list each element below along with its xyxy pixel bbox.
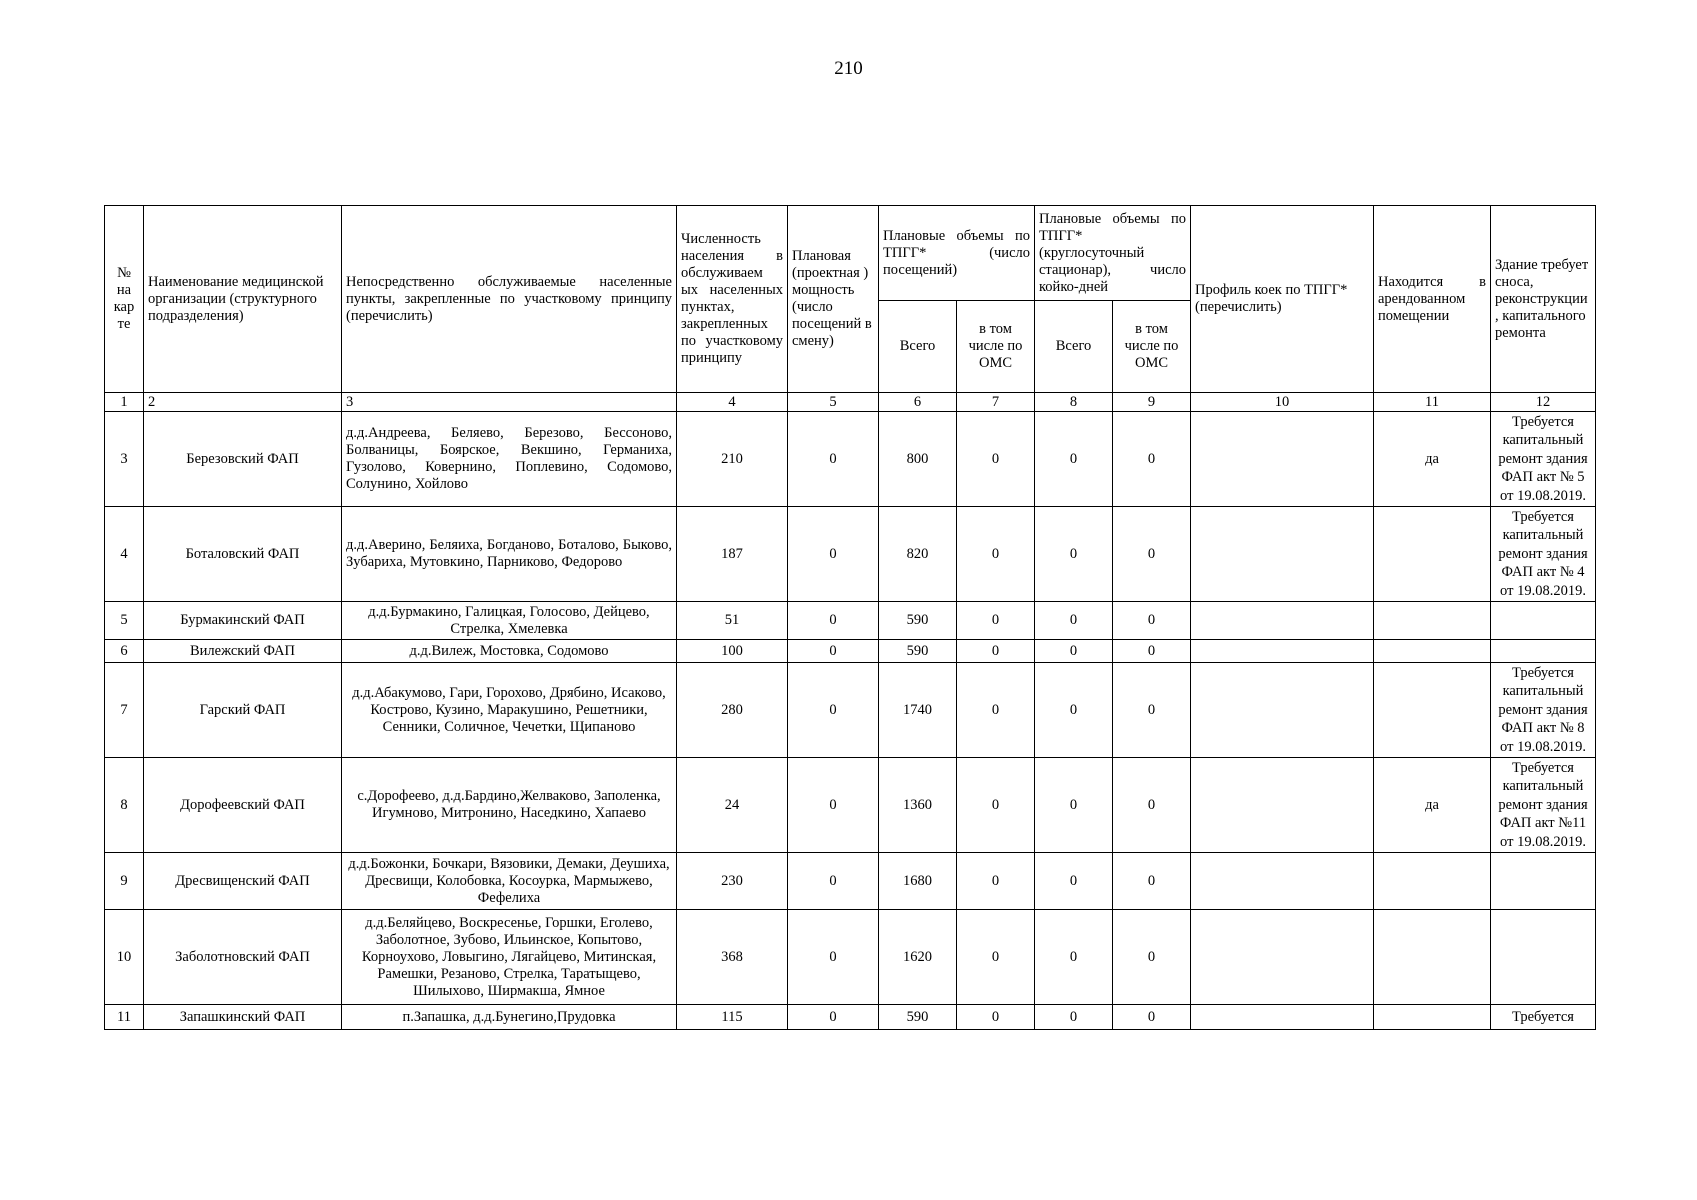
cell-visits-oms: 0 (957, 412, 1035, 507)
cell-capacity: 0 (788, 412, 879, 507)
cell-bed-profile (1191, 910, 1374, 1005)
cell-org-name: Запашкинский ФАП (144, 1005, 342, 1030)
cell-population: 368 (677, 910, 788, 1005)
table-row (105, 602, 1596, 640)
cell-bed-profile (1191, 853, 1374, 910)
cell-capacity: 0 (788, 853, 879, 910)
cell-beds-total: 0 (1035, 1005, 1113, 1030)
cell-beds-total: 0 (1035, 910, 1113, 1005)
cell-settlements: д.д.Аверино, Беляиха, Богданово, Боталово, Быково, Зубариха, Мутовкино, Парниково, Федорово (342, 507, 677, 602)
cell-settlements: с.Дорофеево, д.д.Бардино,Желваково, Заполенка, Игумново, Митронино, Наседкино, Хапаево (342, 758, 677, 853)
column-number: 5 (788, 393, 879, 412)
header-beds-total: Всего (1035, 301, 1113, 393)
cell-num: 5 (105, 602, 144, 640)
cell-rented (1374, 602, 1491, 640)
cell-beds-total: 0 (1035, 412, 1113, 507)
column-number: 6 (879, 393, 957, 412)
column-numbers-row (105, 393, 1596, 412)
cell-beds-oms: 0 (1113, 1005, 1191, 1030)
cell-rented (1374, 663, 1491, 758)
cell-beds-oms: 0 (1113, 412, 1191, 507)
cell-settlements: д.д.Божонки, Бочкари, Вязовики, Демаки, Деушиха, Дресвищи, Колобовка, Косоурка, Мармыжево, Фефелиха (342, 853, 677, 910)
cell-num: 11 (105, 1005, 144, 1030)
cell-bed-profile (1191, 663, 1374, 758)
table-row (105, 507, 1596, 602)
header-beds-oms: в том числе по ОМС (1113, 301, 1191, 393)
header-capacity: Плановая (проектная ) мощность (число посещений в смену) (788, 206, 879, 393)
cell-repair: Требуется капитальный ремонт здания ФАП акт № 8 от 19.08.2019. (1491, 663, 1596, 758)
cell-visits-total: 1360 (879, 758, 957, 853)
cell-visits-oms: 0 (957, 663, 1035, 758)
header-visits-group: Плановые объемы по ТПГГ* (число посещений) (879, 206, 1035, 301)
cell-population: 100 (677, 640, 788, 663)
cell-beds-oms: 0 (1113, 602, 1191, 640)
cell-org-name: Дорофеевский ФАП (144, 758, 342, 853)
cell-org-name: Бурмакинский ФАП (144, 602, 342, 640)
cell-beds-oms: 0 (1113, 758, 1191, 853)
cell-num: 8 (105, 758, 144, 853)
cell-settlements: д.д.Вилеж, Мостовка, Содомово (342, 640, 677, 663)
cell-rented (1374, 853, 1491, 910)
cell-visits-total: 590 (879, 602, 957, 640)
cell-num: 7 (105, 663, 144, 758)
column-number: 10 (1191, 393, 1374, 412)
cell-org-name: Заболотновский ФАП (144, 910, 342, 1005)
table-row (105, 758, 1596, 853)
column-number: 2 (144, 393, 342, 412)
cell-capacity: 0 (788, 663, 879, 758)
cell-org-name: Гарский ФАП (144, 663, 342, 758)
cell-beds-oms: 0 (1113, 640, 1191, 663)
cell-rented (1374, 640, 1491, 663)
cell-population: 280 (677, 663, 788, 758)
header-population: Численность населения в обслуживаем ых населенных пунктах, закрепленных по участковому принципу (677, 206, 788, 393)
cell-org-name: Боталовский ФАП (144, 507, 342, 602)
cell-population: 230 (677, 853, 788, 910)
cell-capacity: 0 (788, 910, 879, 1005)
cell-beds-oms: 0 (1113, 507, 1191, 602)
cell-rented (1374, 910, 1491, 1005)
cell-visits-total: 590 (879, 1005, 957, 1030)
column-number: 4 (677, 393, 788, 412)
cell-visits-oms: 0 (957, 602, 1035, 640)
cell-repair: Требуется капитальный ремонт здания ФАП акт № 4 от 19.08.2019. (1491, 507, 1596, 602)
column-number: 1 (105, 393, 144, 412)
cell-repair (1491, 602, 1596, 640)
cell-settlements: д.д.Беляйцево, Воскресенье, Горшки, Еголево, Заболотное, Зубово, Ильинское, Копытово, Корноухово, Ловыгино, Лягайцево, Митинская, Рамешки, Резаново, Стрелка, Таратыщево, Шилыхово, Ширмакша, Ямное (342, 910, 677, 1005)
table-row (105, 853, 1596, 910)
cell-capacity: 0 (788, 1005, 879, 1030)
cell-visits-oms: 0 (957, 853, 1035, 910)
cell-visits-total: 1740 (879, 663, 957, 758)
cell-settlements: д.д.Абакумово, Гари, Горохово, Дрябино, Исаково, Кострово, Кузино, Маракушино, Решетники, Сенники, Соличное, Чечетки, Щипаново (342, 663, 677, 758)
cell-beds-oms: 0 (1113, 910, 1191, 1005)
header-settlements: Непосредственно обслуживаемые населенные пункты, закрепленные по участковому принципу (перечислить) (342, 206, 677, 393)
header-visits-total: Всего (879, 301, 957, 393)
cell-beds-total: 0 (1035, 758, 1113, 853)
column-number: 9 (1113, 393, 1191, 412)
cell-beds-total: 0 (1035, 602, 1113, 640)
facilities-table (104, 205, 1596, 1030)
cell-org-name: Вилежский ФАП (144, 640, 342, 663)
cell-bed-profile (1191, 640, 1374, 663)
cell-population: 51 (677, 602, 788, 640)
cell-visits-total: 820 (879, 507, 957, 602)
column-number: 12 (1491, 393, 1596, 412)
table-row (105, 640, 1596, 663)
table-body (105, 393, 1596, 1030)
cell-bed-profile (1191, 1005, 1374, 1030)
cell-rented: да (1374, 412, 1491, 507)
column-number: 3 (342, 393, 677, 412)
cell-capacity: 0 (788, 602, 879, 640)
column-number: 11 (1374, 393, 1491, 412)
column-number: 7 (957, 393, 1035, 412)
cell-repair: Требуется капитальный ремонт здания ФАП акт № 5 от 19.08.2019. (1491, 412, 1596, 507)
cell-rented (1374, 1005, 1491, 1030)
cell-num: 3 (105, 412, 144, 507)
cell-settlements: д.д.Андреева, Беляево, Березово, Бессоново, Болваницы, Боярское, Векшино, Германиха, Гузолово, Ковернино, Поплевино, Содомово, Солунино, Хойлово (342, 412, 677, 507)
cell-rented: да (1374, 758, 1491, 853)
cell-visits-total: 1680 (879, 853, 957, 910)
table-row (105, 1005, 1596, 1030)
header-visits-oms: в том числе по ОМС (957, 301, 1035, 393)
cell-beds-oms: 0 (1113, 853, 1191, 910)
cell-beds-total: 0 (1035, 853, 1113, 910)
header-bed-profile: Профиль коек по ТПГГ* (перечислить) (1191, 206, 1374, 393)
cell-capacity: 0 (788, 758, 879, 853)
cell-num: 4 (105, 507, 144, 602)
cell-visits-total: 800 (879, 412, 957, 507)
cell-population: 210 (677, 412, 788, 507)
cell-capacity: 0 (788, 640, 879, 663)
cell-beds-oms: 0 (1113, 663, 1191, 758)
cell-rented (1374, 507, 1491, 602)
cell-beds-total: 0 (1035, 663, 1113, 758)
cell-visits-total: 1620 (879, 910, 957, 1005)
header-repair: Здание требует сноса, реконструкции , капитального ремонта (1491, 206, 1596, 393)
cell-visits-oms: 0 (957, 758, 1035, 853)
cell-settlements: п.Запашка, д.д.Бунегино,Прудовка (342, 1005, 677, 1030)
cell-num: 9 (105, 853, 144, 910)
cell-settlements: д.д.Бурмакино, Галицкая, Голосово, Дейцево, Стрелка, Хмелевка (342, 602, 677, 640)
header-num: № на кар те (105, 206, 144, 393)
cell-visits-oms: 0 (957, 1005, 1035, 1030)
cell-visits-total: 590 (879, 640, 957, 663)
cell-population: 187 (677, 507, 788, 602)
table-row (105, 663, 1596, 758)
cell-population: 24 (677, 758, 788, 853)
cell-repair (1491, 640, 1596, 663)
cell-num: 10 (105, 910, 144, 1005)
table-row (105, 910, 1596, 1005)
cell-visits-oms: 0 (957, 507, 1035, 602)
header-rented: Находится в арендованном помещении (1374, 206, 1491, 393)
cell-bed-profile (1191, 412, 1374, 507)
cell-bed-profile (1191, 602, 1374, 640)
cell-repair: Требуется (1491, 1005, 1596, 1030)
cell-repair (1491, 853, 1596, 910)
cell-visits-oms: 0 (957, 910, 1035, 1005)
cell-repair (1491, 910, 1596, 1005)
header-beds-group: Плановые объемы по ТПГГ* (круглосуточный стационар), число койко-дней (1035, 206, 1191, 301)
cell-bed-profile (1191, 758, 1374, 853)
cell-org-name: Дресвищенский ФАП (144, 853, 342, 910)
table-row (105, 412, 1596, 507)
cell-num: 6 (105, 640, 144, 663)
cell-bed-profile (1191, 507, 1374, 602)
cell-beds-total: 0 (1035, 640, 1113, 663)
cell-capacity: 0 (788, 507, 879, 602)
cell-org-name: Березовский ФАП (144, 412, 342, 507)
cell-population: 115 (677, 1005, 788, 1030)
header-org: Наименование медицинской организации (структурного подразделения) (144, 206, 342, 393)
cell-repair: Требуется капитальный ремонт здания ФАП акт №11 от 19.08.2019. (1491, 758, 1596, 853)
column-number: 8 (1035, 393, 1113, 412)
header-row-1 (105, 206, 1596, 301)
cell-visits-oms: 0 (957, 640, 1035, 663)
page-number: 210 (834, 58, 863, 79)
cell-beds-total: 0 (1035, 507, 1113, 602)
